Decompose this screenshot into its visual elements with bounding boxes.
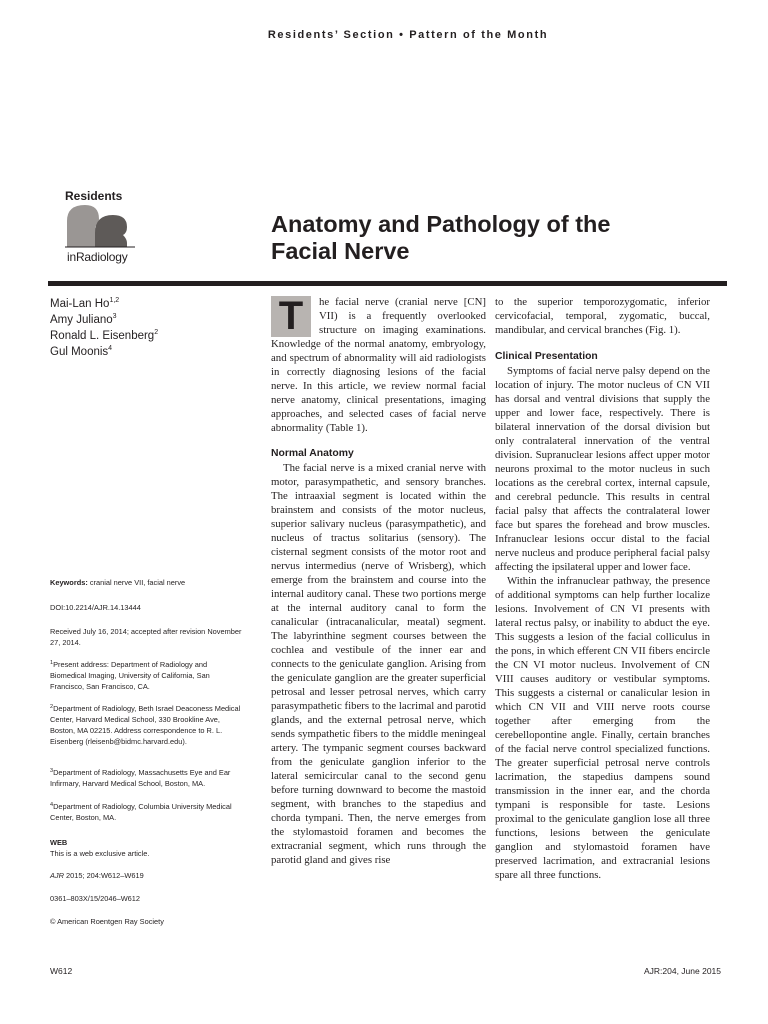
intro-paragraph: T he facial nerve (cranial nerve [CN] VII) is a frequently overlooked structure on imaging examinations. Knowledge of the normal anatomy, embryology, and spectrum of abnormality will aid radiologists in correctly diagnosing lesions of the facial nerve. In this article, we review normal facial nerve anatomy, clinical presentations, imaging approaches, and selected cases of facial nerve abnormality (Table 1). [271, 294, 486, 434]
affiliation-4: $^4$Department of Radiology, Columbia University Medical Center, Boston, MA. [50, 802, 232, 822]
doi: DOI:10.2214/AJR.14.13444 [50, 603, 141, 612]
page-number: W612 [50, 966, 73, 976]
body-paragraph: Symptoms of facial nerve palsy depend on the location of injury. The motor nucleus of CN VII has dorsal and ventral divisions that supply the upper and lower face, respectively. There is bilateral innervation of the dorsal division but only contralateral innervation of the ventral division. Supranuclear lesions affect upper motor neurons proximal to the motor nucleus in such locations as the cerebral cortex, internal capsule, and cerebral peduncle. This results in central facial palsy that affects the contralateral lower face but spares the forehead and brow muscles. Infranuclear lesions occur distal to the facial nerve nucleus and produce peripheral facial palsy affecting the ipsilateral upper and lower face. [495, 365, 710, 573]
author: Gul Moonis$^4$ [50, 345, 113, 358]
citation: AJR 2015; 204:W612–W619 [50, 871, 144, 880]
title-line-1: Anatomy and Pathology of the [271, 211, 611, 237]
title-rule [48, 281, 727, 286]
author: Ronald L. Eisenberg$^2$ [50, 329, 159, 342]
issn: 0361–803X/15/2046–W612 [50, 894, 140, 903]
drop-cap: T [271, 296, 311, 337]
web-label: WEB [50, 838, 68, 847]
two-heads-icon [65, 203, 135, 249]
title-line-2: Facial Nerve [271, 238, 410, 264]
body-paragraph: Within the infranuclear pathway, the presence of additional symptoms can help further localize lesions. Involvement of CN VI presents with lateral rectus palsy, or inability to abduct the eye. This suggests a lesion of the facial colliculus in the pons, in which efferent CN VII fibers encircle the CN VI motor nucleus. Involvement of CN VIII causes auditory or vestibular symptoms. This suggests a cisternal or canalicular lesion in which CN VII and VIII nerve roots course together after emerging from the cerebellopontine angle. Finally, certain branches of the facial nerve control specialized functions. The greater superficial petrosal nerve controls lacrimation, the stapedius dampens sound transmission in the inner ear, and the chorda tympani is responsible for taste. Lesions proximal to the geniculate ganglion lose all three functions, lesions between the geniculate ganglion and stylomastoid foramen have preserved lacrimation, and extracranial lesions spare all three functions. [495, 575, 710, 881]
author: Amy Juliano$^3$ [50, 313, 117, 326]
section-heading: Clinical Presentation [495, 351, 598, 362]
section-heading: Normal Anatomy [271, 448, 354, 459]
web-note: This is a web exclusive article. [50, 849, 150, 858]
journal-issue: AJR:204, June 2015 [643, 966, 721, 976]
body-paragraph: The facial nerve is a mixed cranial nerve with motor, parasympathetic, and sensory branches. The intraaxial segment is located within the brainstem and consists of the motor nucleus, superior salivary nucleus (parasympathetic), and nucleus of tractus solitarius (sensory). The cisternal segment consists of the motor root and nervus intermedius (nerve of Wrisberg), which emerge from the brainstem and course into the internal auditory canal. These two portions merge at the internal auditory canal to form the canalicular (intracanalicular, meatal) segment. The labyrinthine segment courses between the cochlea and vestibule of the inner ear and connects to the geniculate ganglion. Arising from the geniculate ganglion are the greater superficial petrosal and lesser petrosal nerves, which carry parasympathetic fibers to the lacrimal and parotid glands, and the external petrosal nerve, which sends sympathetic fibers to the middle meningeal artery. The tympanic segment courses backward from the geniculate ganglion inferior to the lateral semicircular canal to the second genu before turning downward to become the mastoid segment, with branches to the stapedius and chorda tympani. Then, the nerve emerges from the stylomastoid foramen and becomes the extracranial segment, which runs through the parotid gland and gives rise [271, 462, 486, 866]
copyright: © American Roentgen Ray Society [50, 917, 164, 926]
running-head: Residents’ Section • Pattern of the Month [267, 29, 549, 41]
keywords: Keywords: cranial nerve VII, facial nerve [50, 578, 186, 587]
author: Mai-Lan Ho$^{1,2}$ [50, 297, 120, 310]
residents-in-radiology-logo [65, 189, 135, 265]
logo-top-text: Residents [65, 189, 123, 203]
body-column-2 [495, 295, 710, 882]
affiliation-3: $^3$Department of Radiology, Massachusetts Eye and Ear Infirmary, Harvard Medical School, Boston, MA. [50, 768, 231, 788]
body-column-1 [271, 295, 486, 867]
body-paragraph: to the superior temporozygomatic, inferior cervicofacial, temporal, zygomatic, buccal, mandibular, and cervical branches (Fig. 1). [495, 296, 710, 336]
article-title [271, 211, 711, 265]
received-dates: Received July 16, 2014; accepted after revision November 27, 2014. [50, 627, 242, 647]
affiliation-1: $^1$Present address: Department of Radiology and Biomedical Imaging, University of California, San Francisco, San Francisco, CA. [50, 660, 210, 691]
affiliation-2: $^2$Department of Radiology, Beth Israel Deaconess Medical Center, Harvard Medical School, 330 Brookline Ave, Boston, MA 02215. Address correspondence to R. L. Eisenberg (rleisenb@bidmc.harvard.edu). [50, 704, 241, 746]
author-list [50, 296, 250, 360]
logo-bottom-text: inRadiology [67, 250, 128, 264]
